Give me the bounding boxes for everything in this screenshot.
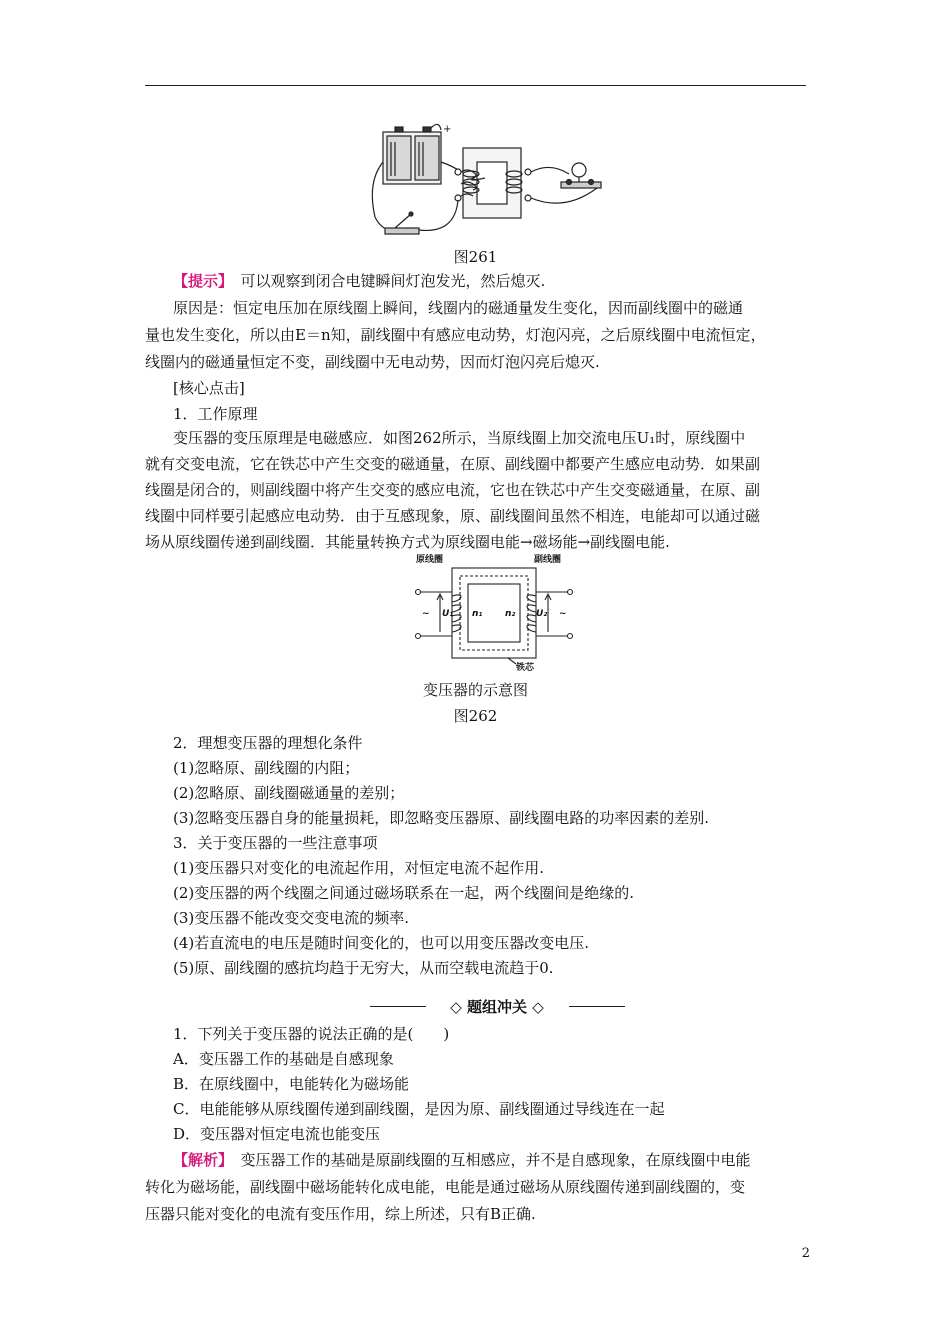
- question-option: B．在原线圈中，电能转化为磁场能: [173, 1075, 410, 1093]
- section-1-line: 就有交变电流，它在铁芯中产生交变的磁通量，在原、副线圈中都要产生感应电动势．如果副: [145, 455, 761, 473]
- section-1-line: 变压器的变压原理是电磁感应．如图262所示，当原线圈上加交流电压U₁时，原线圈中: [173, 429, 746, 447]
- section-1-line: 线圈是闭合的，则副线圈中将产生交变的感应电流，它也在铁芯中产生交变磁通量，在原、副: [145, 481, 761, 499]
- question-stem: 1．下列关于变压器的说法正确的是( ): [173, 1025, 450, 1043]
- label-n2: n₂: [505, 609, 516, 619]
- plus-sign: +: [443, 124, 452, 135]
- hint-paragraph: [145, 271, 806, 291]
- reason-line: 原因是：恒定电压加在原线圈上瞬间，线圈内的磁通量发生变化，因而副线圈中的磁通: [173, 299, 744, 317]
- reason-line: 线圈内的磁通量恒定不变，副线圈中无电动势，因而灯泡闪亮后熄灭.: [145, 353, 600, 371]
- section-2-item: (2)忽略原、副线圈磁通量的差别；: [173, 784, 405, 802]
- analysis-tag: 【解析】: [173, 1151, 226, 1169]
- figure-262-caption: 图262: [453, 707, 498, 725]
- analysis-line: 转化为磁场能，副线圈中磁场能转化成电能，电能是通过磁场从原线圈传递到副线圈的，变: [145, 1178, 746, 1196]
- hint-tag: 【提示】: [173, 272, 226, 290]
- analysis-paragraph: [145, 1150, 806, 1170]
- heading-rule-left: [370, 1006, 426, 1007]
- figure-262-subcaption: 变压器的示意图: [422, 681, 528, 699]
- section-2-title: 2．理想变压器的理想化条件: [173, 734, 363, 752]
- section-3-item: (5)原、副线圈的感抗均趋于无穷大，从而空载电流趋于0.: [173, 959, 554, 977]
- analysis-text: 变压器工作的基础是原副线圈的互相感应，并不是自感现象，在原线圈中电能: [225, 1151, 751, 1169]
- section-3-title: 3．关于变压器的一些注意事项: [173, 834, 378, 852]
- figure-261-circuit: [365, 122, 615, 244]
- section-1-line: 场从原线圈传递到副线圈．其能量转换方式为原线圈电能→磁场能→副线圈电能.: [145, 533, 670, 551]
- label-tilde-right: ~: [559, 609, 567, 619]
- reason-line: 量也发生变化，所以由E＝n知，副线圈中有感应电动势，灯泡闪亮，之后原线圈中电流恒定，: [145, 326, 766, 344]
- section-3-item: (2)变压器的两个线圈之间通过磁场联系在一起，两个线圈间是绝缘的.: [173, 884, 635, 902]
- label-core: 铁芯: [516, 663, 535, 672]
- core-label: [核心点击]: [173, 379, 245, 397]
- section-3-item: (1)变压器只对变化的电流起作用，对恒定电流不起作用.: [173, 859, 545, 877]
- heading-rule-right: [569, 1006, 625, 1007]
- figure-261-caption: 图261: [453, 248, 498, 266]
- label-n1: n₁: [472, 609, 483, 619]
- question-option: C．电能能够从原线圈传递到副线圈，是因为原、副线圈通过导线连在一起: [173, 1100, 665, 1118]
- section-3-item: (3)变压器不能改变交变电流的频率.: [173, 909, 410, 927]
- group-heading-title: ◇ 题组冲关 ◇: [450, 998, 544, 1016]
- label-secondary: 副线圈: [534, 555, 562, 565]
- label-u1: U₁: [442, 609, 454, 619]
- group-heading: [370, 996, 625, 1018]
- figure-262-transformer: [412, 552, 577, 672]
- section-2-item: (1)忽略原、副线圈的内阻；: [173, 759, 360, 777]
- label-u2: U₂: [536, 609, 548, 619]
- hint-text: 可以观察到闭合电键瞬间灯泡发光，然后熄灭.: [225, 272, 546, 290]
- section-1-title: 1．工作原理: [173, 405, 258, 423]
- section-3-item: (4)若直流电的电压是随时间变化的，也可以用变压器改变电压.: [173, 934, 590, 952]
- question-option: A．变压器工作的基础是自感现象: [173, 1050, 394, 1068]
- header-rule: [145, 85, 806, 86]
- page-number: 2: [801, 1246, 810, 1261]
- question-option: D．变压器对恒定电流也能变压: [173, 1125, 381, 1143]
- label-primary: 原线圈: [416, 555, 444, 565]
- analysis-line: 压器只能对变化的电流有变压作用，综上所述，只有B正确.: [145, 1205, 536, 1223]
- section-2-item: (3)忽略变压器自身的能量损耗，即忽略变压器原、副线圈电路的功率因素的差别.: [173, 809, 710, 827]
- section-1-line: 线圈中同样要引起感应电动势．由于互感现象，原、副线圈间虽然不相连，电能却可以通过磁: [145, 507, 761, 525]
- label-tilde-left: ~: [422, 609, 430, 619]
